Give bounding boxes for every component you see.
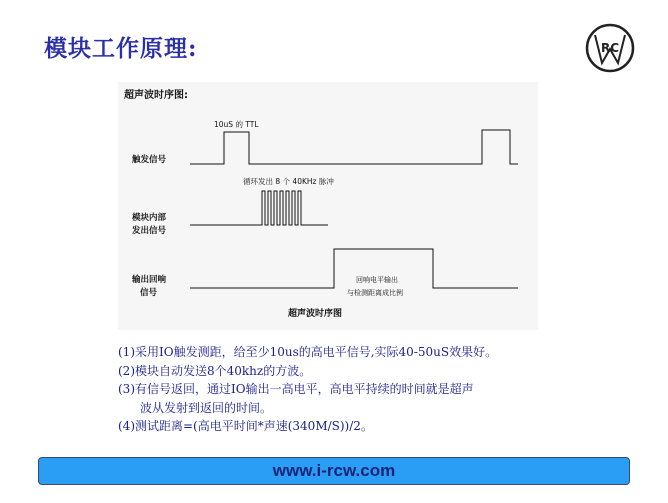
logo-text: RC xyxy=(600,41,620,55)
footer-bar xyxy=(38,457,630,485)
trigger-signal-label: 触发信号 xyxy=(132,155,167,165)
internal-signal-label-1: 模块内部 xyxy=(132,213,167,223)
slide-title: 模块工作原理: xyxy=(44,35,198,62)
pulse-width-annotation: 10uS 的 TTL xyxy=(214,120,259,129)
rc-logo-icon xyxy=(584,22,636,74)
echo-annotation-1: 回响电平输出 xyxy=(356,276,398,284)
diagram-heading: 超声波时序图: xyxy=(124,90,188,101)
internal-signal-label-2: 发出信号 xyxy=(132,226,167,236)
footer-url[interactable]: www.i-rcw.com xyxy=(272,461,396,480)
note-3-continued: 波从发射到返回的时间。 xyxy=(140,400,273,415)
echo-signal-label-2: 信号 xyxy=(140,288,158,298)
note-4: (4)测试距离=(高电平时间*声速(340M/S))/2。 xyxy=(118,419,373,433)
note-1: (1)采用IO触发测距，给至少10us的高电平信号,实际40-50uS效果好。 xyxy=(118,345,498,359)
burst-annotation: 循环发出 8 个 40KHz 脉冲 xyxy=(243,177,334,186)
note-3: (3)有信号返回，通过IO输出一高电平，高电平持续的时间就是超声 xyxy=(118,382,474,396)
diagram-caption: 超声波时序图 xyxy=(288,309,343,319)
echo-annotation-2: 与检测距离成比例 xyxy=(347,289,403,297)
timing-diagram xyxy=(118,82,538,330)
echo-signal-label-1: 输出回响 xyxy=(132,275,167,285)
notes-list xyxy=(118,343,638,436)
note-2: (2)模块自动发送8个40khz的方波。 xyxy=(118,363,312,378)
